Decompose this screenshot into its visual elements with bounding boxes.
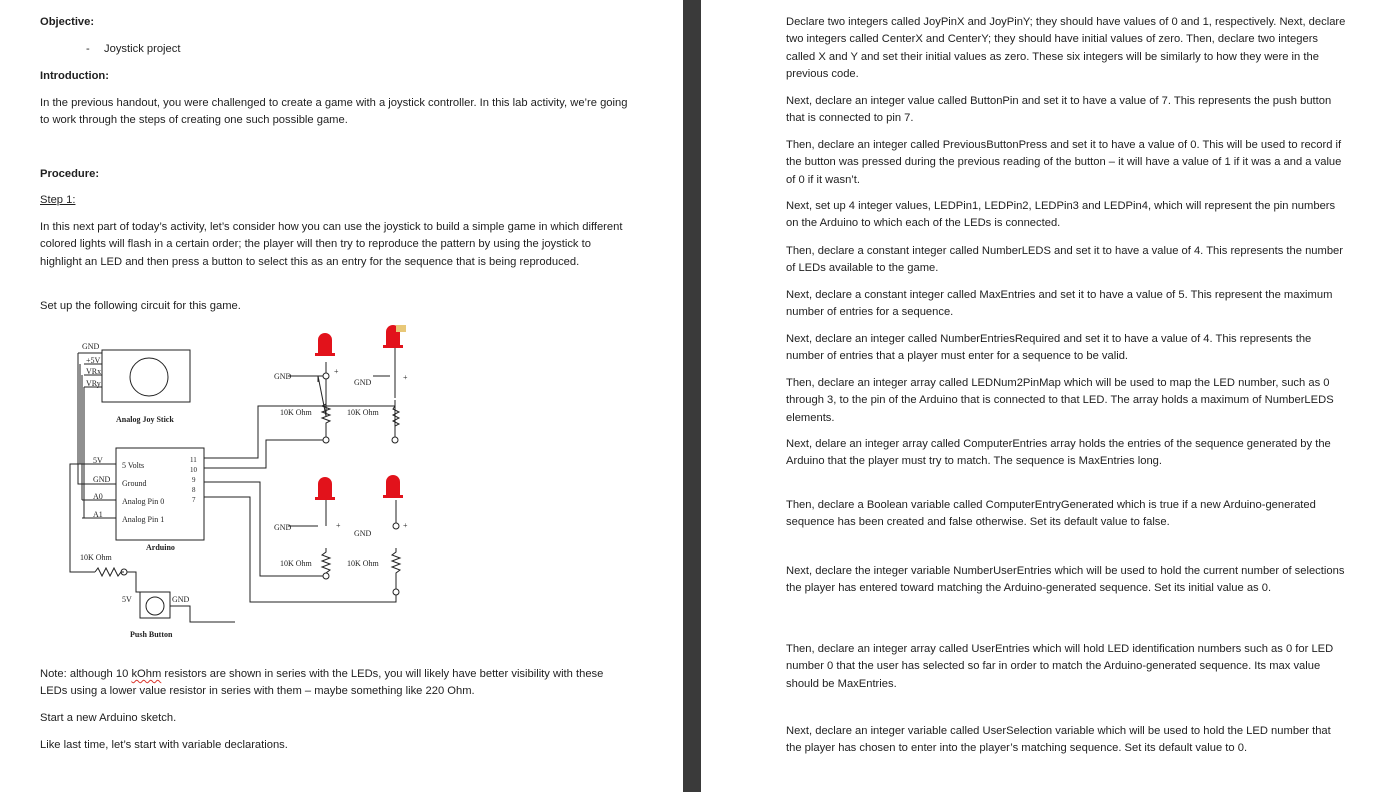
arduino-pin-label: A0 [93, 492, 103, 501]
note-kohm: kOhm [131, 668, 162, 680]
arduino-digital-pin: 11 [190, 456, 197, 464]
resistor-label: 10K Ohm [80, 553, 112, 562]
arduino-inner-label: Ground [122, 479, 147, 488]
led-gnd-label: GND [274, 523, 292, 532]
led-gnd-label: GND [354, 378, 372, 387]
arduino-inner-label: Analog Pin 0 [122, 497, 165, 506]
declaration-paragraph: Next, declare an integer variable called UserSelection variable which will be used to hold the LED number that the player has chosen to enter into the player’s matching sequence. Set its default value to 0. [786, 725, 1331, 755]
declaration-paragraph: Then, declare an integer array called LEDNum2PinMap which will be used to map the LED number, such as 0 through 3, to the pin of the Arduino that is connected to that LED. The array holds a maximum of NumberLEDS elements. [786, 377, 1334, 424]
arduino-pin-label: GND [93, 475, 111, 484]
note-suffix: resistors are shown in series with the LEDs, you will likely have better visibility with these LEDs using a lower value resistor in series with them – maybe something like 220 Ohm. [40, 668, 604, 698]
start-sketch-paragraph: Start a new Arduino sketch. [40, 712, 177, 724]
button-5v-label: 5V [122, 595, 132, 604]
push-button-cap [146, 597, 164, 615]
declaration-paragraph: Declare two integers called JoyPinX and JoyPinY; they should have values of 0 and 1, respectively. Next, declare two integers called CenterX and CenterY; they should have initial values of zero. Then, declare two integers called X and Y and set their initial values as zero. These six integers will be similarly to how they were in the previous code. [786, 16, 1346, 81]
arduino-digital-pin: 8 [192, 486, 196, 494]
push-button-body [140, 592, 170, 618]
declaration-paragraph: Next, delare an integer array called ComputerEntries array holds the entries of the sequence generated by the Arduino that the player must try to match. The sequence is MaxEntries long. [786, 438, 1331, 468]
declaration-paragraph: Next, declare the integer variable NumberUserEntries which will be used to hold the current number of selections the player has entered toward matching the Arduino-generated sequence. Set its initial value as 0. [786, 565, 1345, 595]
introduction-paragraph: In the previous handout, you were challenged to create a game with a joystick controller. In this lab activity, we’re going to work through the steps of creating one such possible game. [40, 97, 628, 127]
declaration-paragraph: Next, declare an integer value called ButtonPin and set it to have a value of 7. This represents the push button that is connected to pin 7. [786, 95, 1332, 125]
note-prefix: Note: although 10 [40, 668, 132, 680]
arduino-digital-pin: 10 [190, 466, 197, 474]
objective-heading: Objective: [40, 16, 95, 28]
resistor-label: 10K Ohm [347, 559, 379, 568]
joy-pin-label: +5V [86, 356, 101, 365]
note-paragraph [40, 666, 630, 701]
declaration-paragraph: Next, declare an integer called NumberEntriesRequired and set it to have a value of 4. This represents the number of entries that a player must enter for a sequence to be valid. [786, 333, 1312, 363]
circuit-diagram [60, 322, 420, 644]
joy-pin-label: VRy [86, 379, 101, 388]
objective-item: Joystick project [104, 43, 181, 55]
resistor-label: 10K Ohm [280, 408, 312, 417]
joystick-label: Analog Joy Stick [116, 415, 174, 424]
variable-declarations-paragraph: Like last time, let’s start with variable declarations. [40, 739, 288, 751]
button-gnd-label: GND [172, 595, 190, 604]
procedure-heading: Procedure: [40, 168, 100, 180]
led-plus-label: + [403, 373, 408, 382]
declaration-paragraph: Next, declare a constant integer called MaxEntries and set it to have a value of 5. This represent the maximum number of entries for a sequence. [786, 289, 1333, 319]
arduino-pin-label: 5V [93, 456, 103, 465]
led-gnd-label: GND [274, 372, 292, 381]
led-plus-label: + [336, 521, 341, 530]
declaration-paragraph: Then, declare an integer called PreviousButtonPress and set it to have a value of 0. This will be used to record if the button was pressed during the previous reading of the button – it will have a value of 1 if it was a and a value of 0 if it wasn’t. [786, 139, 1342, 186]
arduino-digital-pin: 7 [192, 496, 196, 504]
setup-paragraph: Set up the following circuit for this game. [40, 300, 241, 312]
page-divider [683, 0, 701, 792]
joy-pin-label: GND [82, 342, 100, 351]
declaration-paragraph: Then, declare a constant integer called NumberLEDS and set it to have a value of 4. This represents the number of LEDs available to the game. [786, 245, 1343, 275]
declaration-paragraph: Then, declare a Boolean variable called ComputerEntryGenerated which is true if a new Arduino-generated sequence has been created and false otherwise. Set its default value to false. [786, 499, 1316, 529]
led-plus-label: + [334, 367, 339, 376]
left-document-page [0, 0, 683, 792]
introduction-heading: Introduction: [40, 70, 109, 82]
led-gnd-label: GND [354, 529, 372, 538]
led-plus-label: + [403, 521, 408, 530]
arduino-label: Arduino [146, 543, 175, 552]
arduino-inner-label: Analog Pin 1 [122, 515, 165, 524]
declaration-paragraph: Then, declare an integer array called UserEntries which will hold LED identification numbers such as 0 for LED number 0 that the user has selected so far in order to match the Arduino-generated sequence. Its max value should be MaxEntries. [786, 643, 1334, 690]
joy-pin-label: VRx [86, 367, 102, 376]
step1-paragraph: In this next part of today’s activity, let’s consider how you can use the joystick to build a simple game in which different colored lights will flash in a certain order; the player will then try to reproduce the pattern by using the joystick to highlight an LED and then press a button to select this as an entry for the sequence that is being reproduced. [40, 221, 623, 268]
arduino-pin-label: A1 [93, 510, 103, 519]
joystick-knob [130, 358, 168, 396]
bullet-marker: - [86, 43, 90, 55]
push-button-label: Push Button [130, 630, 173, 639]
step1-heading: Step 1: [40, 194, 76, 206]
resistor-label: 10K Ohm [280, 559, 312, 568]
declaration-paragraph: Next, set up 4 integer values, LEDPin1, LEDPin2, LEDPin3 and LEDPin4, which will represent the pin numbers on the Arduino to which each of the LEDs is connected. [786, 200, 1336, 230]
arduino-inner-label: 5 Volts [122, 461, 145, 470]
right-document-page [701, 0, 1380, 792]
resistor-label: 10K Ohm [347, 408, 379, 417]
arduino-digital-pin: 9 [192, 476, 196, 484]
